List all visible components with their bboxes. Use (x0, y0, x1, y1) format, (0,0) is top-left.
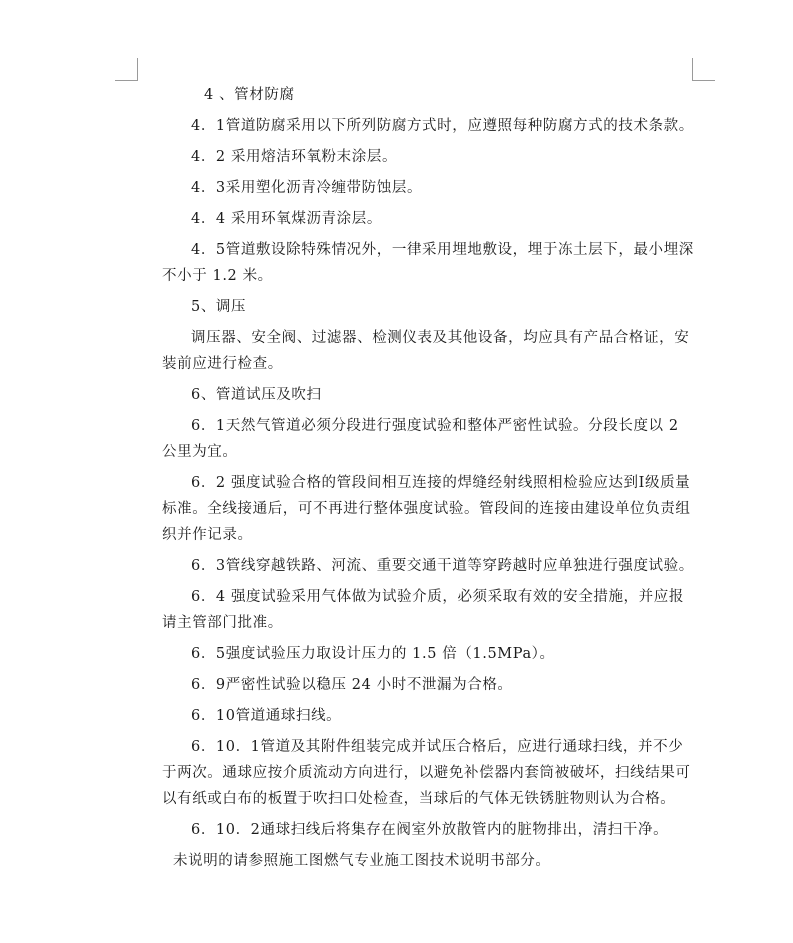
paragraph-6-2: 6．2 强度试验合格的管段间相互连接的焊缝经射线照相检验应达到Ⅰ级质量标准。全线接通后，可不再进行整体强度试验。管段间的连接由建设单位负责组织并作记录。 (162, 475, 691, 543)
paragraph-heading-6: 6、管道试压及吹扫 (191, 387, 322, 403)
paragraph-heading-5: 5、调压 (191, 299, 247, 315)
paragraph-heading-4: 4 、管材防腐 (204, 87, 295, 103)
paragraph-4-4: 4．4 采用环氧煤沥青涂层。 (191, 211, 382, 227)
paragraph-4-1: 4．1管道防腐采用以下所列防腐方式时，应遵照每种防腐方式的技术条款。 (191, 118, 694, 134)
paragraph-4-3: 4．3采用塑化沥青冷缠带防蚀层。 (191, 180, 423, 196)
paragraph-6-5: 6．5强度试验压力取设计压力的 1.5 倍（1.5MPa）。 (191, 646, 555, 662)
paragraph-6-4: 6．4 强度试验采用气体做为试验介质，必须采取有效的安全措施，并应报请主管部门批准。 (162, 589, 684, 631)
paragraph-4-5: 4．5管道敷设除特殊情况外，一律采用埋地敷设，埋于冻土层下，最小埋深不小于 1.2 米。 (162, 242, 694, 284)
paragraph-5-body: 调压器、安全阀、过滤器、检测仪表及其他设备，均应具有产品合格证，安装前应进行检查。 (162, 330, 690, 372)
paragraph-6-9: 6．9严密性试验以稳压 24 小时不泄漏为合格。 (191, 677, 513, 693)
paragraph-4-2: 4．2 采用熔洁环氧粉末涂层。 (191, 149, 398, 165)
paragraph-6-10-2: 6．10．2通球扫线后将集存在阀室外放散管内的脏物排出，清扫干净。 (191, 822, 669, 838)
margin-corner-mark-left (115, 58, 138, 81)
document-body (162, 82, 694, 879)
paragraph-closing-note: 未说明的请参照施工图燃气专业施工图技术说明书部分。 (173, 853, 551, 869)
paragraph-6-3: 6．3管线穿越铁路、河流、重要交通干道等穿跨越时应单独进行强度试验。 (191, 558, 694, 574)
paragraph-6-10-1: 6．10．1管道及其附件组装完成并试压合格后，应进行通球扫线，并不少于两次。通球应按介质流动方向进行，以避免补偿器内套筒被破坏，扫线结果可以有纸或白布的板置于吹扫口处检查，当球后的气体无铁锈脏物则认为合格。 (162, 739, 691, 807)
paragraph-6-1: 6．1天然气管道必须分段进行强度试验和整体严密性试验。分段长度以 2 公里为宜。 (162, 418, 679, 460)
paragraph-6-10: 6．10管道通球扫线。 (191, 708, 342, 724)
margin-corner-mark-right (692, 58, 715, 81)
